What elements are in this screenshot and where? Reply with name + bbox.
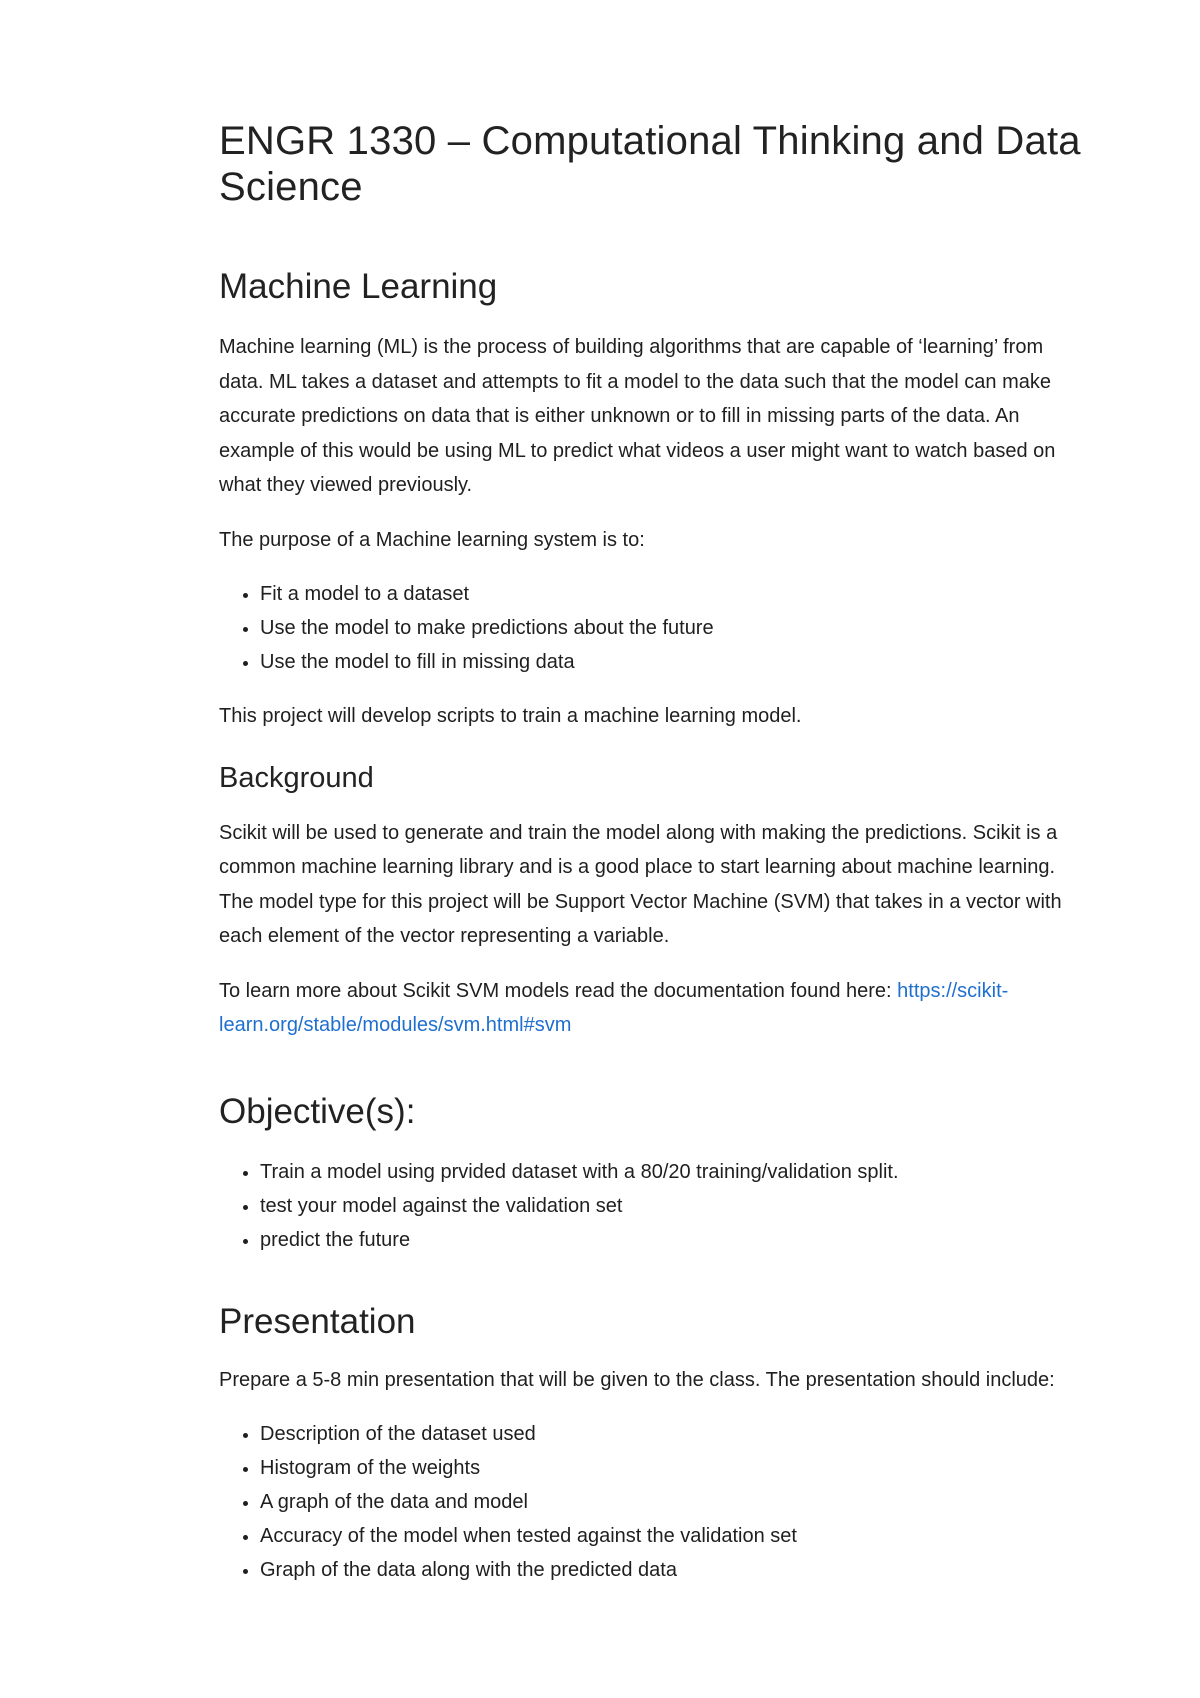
list-item: • Description of the dataset used xyxy=(260,1417,1089,1451)
list-item: • Fit a model to a dataset xyxy=(260,577,1089,611)
list-item: • predict the future xyxy=(260,1223,1089,1257)
background-body: Scikit will be used to generate and train the model along with making the predictions. Scikit is a common machine learning library and is a good place to start learning about machine learning. The model type for this project will be Support Vector Machine (SVM) that takes in a vector with each element of the vector representing a variable. xyxy=(219,821,1062,947)
list-item: • Histogram of the weights xyxy=(260,1451,1089,1485)
list-item: • Graph of the data along with the predicted data xyxy=(260,1553,1089,1587)
learn-more-text: To learn more about Scikit SVM models read the documentation found here: xyxy=(219,979,898,1002)
section-heading-machine-learning: Machine Learning xyxy=(219,267,498,306)
document-page xyxy=(219,118,1089,1587)
presentation-list xyxy=(219,1417,1089,1587)
list-item: • Use the model to make predictions about the future xyxy=(260,611,1089,645)
purpose-list xyxy=(219,577,1089,679)
list-item: • Accuracy of the model when tested against the validation set xyxy=(260,1519,1089,1553)
machine-learning-intro: Machine learning (ML) is the process of building algorithms that are capable of ‘learning’ from data. ML takes a dataset and attempts to fit a model to the data such that the model can make accurate predictions on data that is either unknown or to fill in missing parts of the data. An example of this would be using ML to predict what videos a user might want to watch based on what they viewed previously. xyxy=(219,336,1056,496)
learn-more-paragraph xyxy=(219,974,1089,1043)
section-heading-background: Background xyxy=(219,761,374,794)
section-heading-objectives: Objective(s): xyxy=(219,1091,416,1131)
list-item: • test your model against the validation set xyxy=(260,1189,1089,1223)
objectives-list xyxy=(219,1155,1089,1257)
list-item: • Train a model using prvided dataset with a 80/20 training/validation split. xyxy=(260,1155,1089,1189)
section-heading-presentation: Presentation xyxy=(219,1301,416,1341)
page-title: ENGR 1330 – Computational Thinking and Data Science xyxy=(219,119,1081,209)
purpose-lead: The purpose of a Machine learning system is to: xyxy=(219,528,645,551)
list-item: • A graph of the data and model xyxy=(260,1485,1089,1519)
presentation-body: Prepare a 5-8 min presentation that will be given to the class. The presentation should include: xyxy=(219,1368,1055,1391)
list-item: • Use the model to fill in missing data xyxy=(260,645,1089,679)
project-note: This project will develop scripts to train a machine learning model. xyxy=(219,705,802,727)
svm-docs-link[interactable]: https://scikit-learn.org/stable/modules/svm.html#svm xyxy=(219,979,1009,1036)
